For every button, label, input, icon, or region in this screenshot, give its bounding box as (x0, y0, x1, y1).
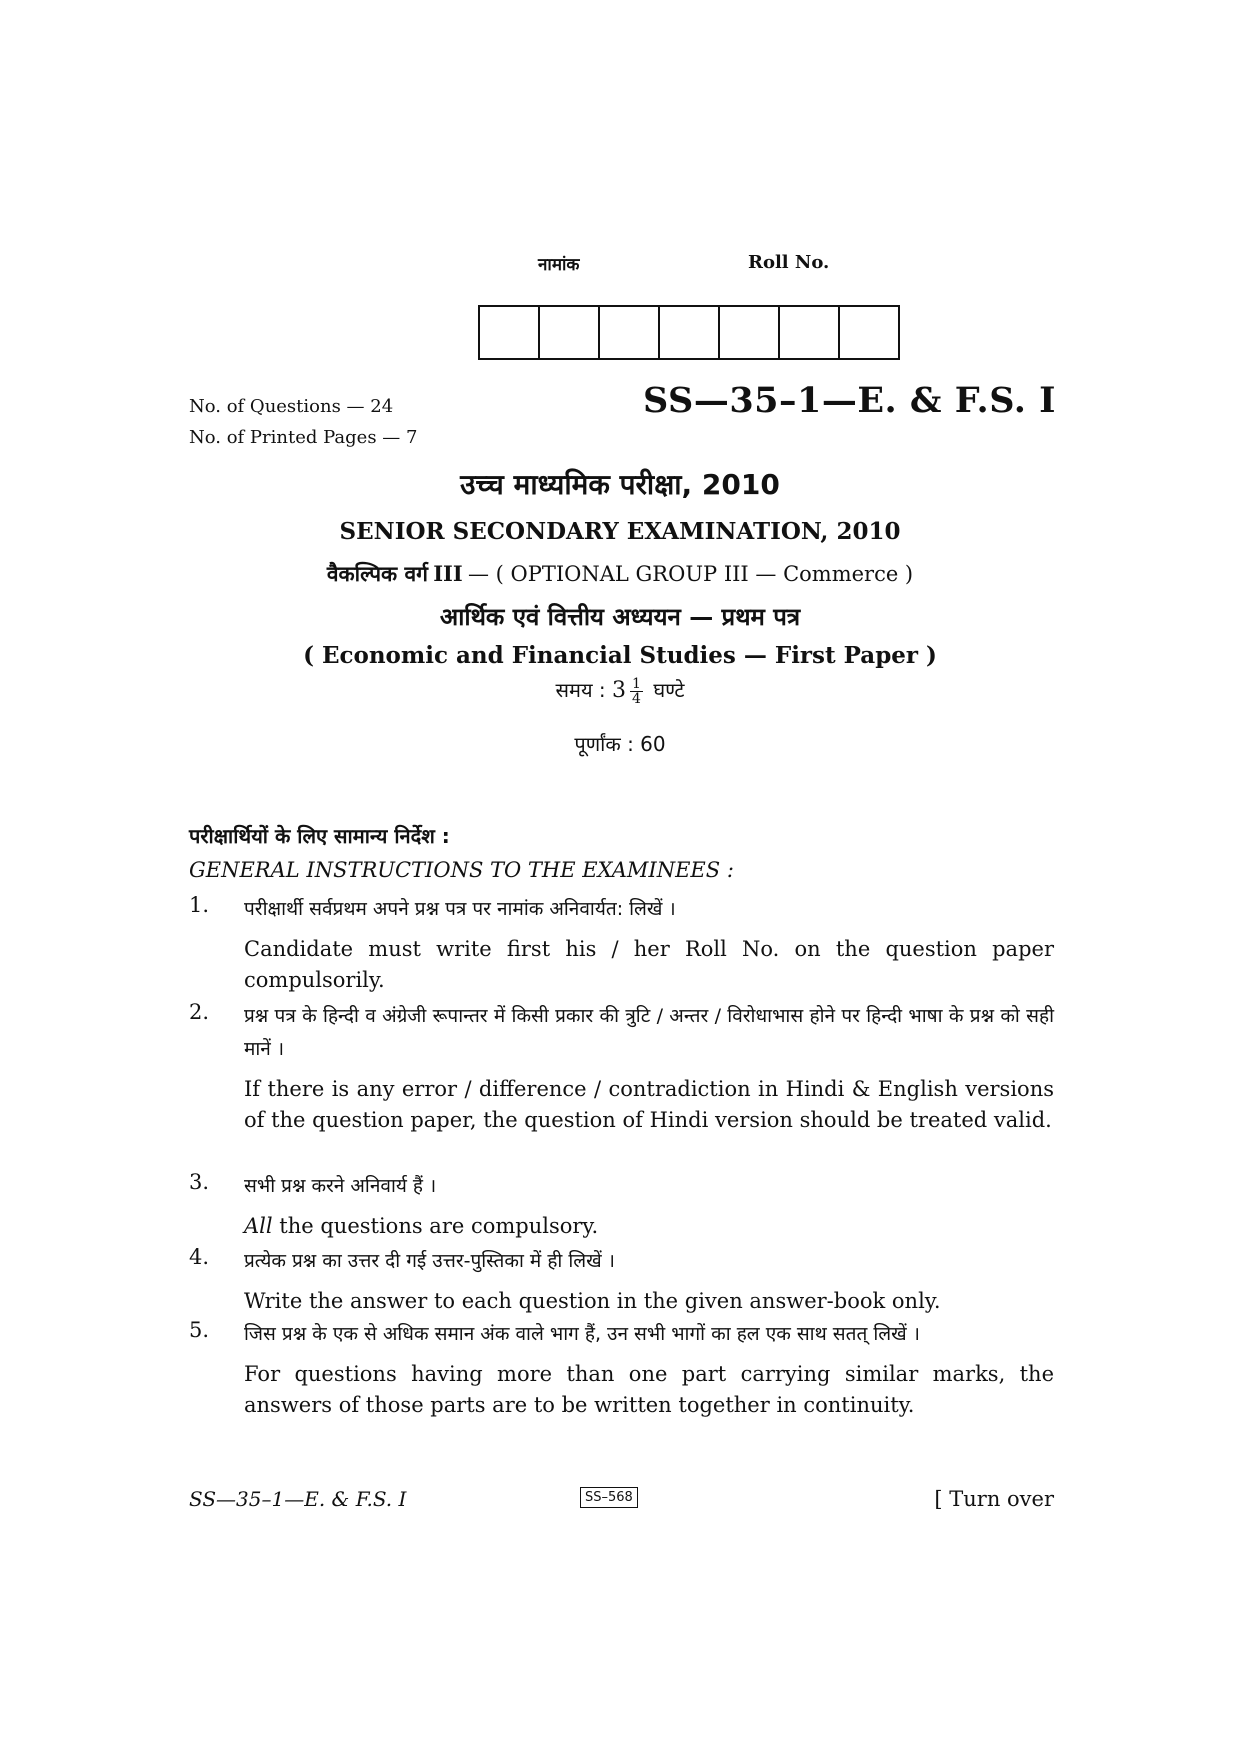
instruction-number: 2. (189, 1000, 210, 1024)
instruction-english: Write the answer to each question in the given answer-book only. (244, 1289, 941, 1313)
instruction-hindi: प्रत्येक प्रश्न का उत्तर दी गई उत्तर-पुस्तिका में ही लिखें । (244, 1250, 615, 1272)
instruction-number: 3. (189, 1170, 210, 1194)
time-fraction-numerator: 1 (632, 676, 641, 692)
time-fraction (630, 677, 643, 706)
exam-title-english: SENIOR SECONDARY EXAMINATION, 2010 (339, 518, 901, 545)
optional-group-number: III (433, 561, 463, 586)
instructions-heading-english: GENERAL INSTRUCTIONS TO THE EXAMINEES : (189, 858, 734, 882)
subject-title-english: ( Economic and Financial Studies — First Paper ) (303, 642, 937, 669)
footer-serial-code: SS–568 (580, 1487, 638, 1508)
optional-group-line (0, 560, 1240, 588)
instruction-item (189, 1170, 1054, 1242)
time-unit: घण्टे (653, 678, 685, 702)
instruction-english: For questions having more than one part carrying similar marks, the answers of those parts are to be written together in continuity. (244, 1362, 1054, 1417)
paper-code: SS—35–1—E. & F.S. I (643, 380, 1056, 421)
time-fraction-denominator: 4 (632, 691, 641, 707)
instruction-english: Candidate must write first his / her Roll No. on the question paper compulsorily. (244, 937, 1054, 992)
time-allowed (0, 676, 1240, 706)
time-label: समय : (555, 678, 606, 702)
number-of-pages: No. of Printed Pages — 7 (189, 427, 418, 448)
roll-digit-box[interactable] (600, 307, 660, 358)
roll-digit-box[interactable] (660, 307, 720, 358)
instruction-item (189, 1245, 1054, 1317)
roll-digit-box[interactable] (540, 307, 600, 358)
roll-number-labels (478, 252, 898, 282)
number-of-questions: No. of Questions — 24 (189, 396, 394, 417)
instruction-number: 1. (189, 893, 210, 917)
instruction-english-text: the questions are compulsory. (272, 1214, 599, 1238)
roll-number-boxes (478, 305, 900, 360)
instruction-hindi: सभी प्रश्न करने अनिवार्य हैं । (244, 1175, 437, 1197)
instruction-hindi: प्रश्न पत्र के हिन्दी व अंग्रेजी रूपान्तर में किसी प्रकार की त्रुटि / अन्तर / विरोधाभास होने पर हिन्दी भाषा के प्रश्न को सही मानें । (244, 1005, 1054, 1060)
instruction-hindi: परीक्षार्थी सर्वप्रथम अपने प्रश्न पत्र पर नामांक अनिवार्यत: लिखें । (244, 898, 676, 920)
instruction-hindi: जिस प्रश्न के एक से अधिक समान अंक वाले भाग हैं, उन सभी भागों का हल एक साथ सतत् लिखें । (244, 1323, 920, 1345)
exam-title-hindi: उच्च माध्यमिक परीक्षा, 2010 (460, 468, 780, 501)
optional-group-english: — ( OPTIONAL GROUP III — Commerce ) (467, 562, 914, 586)
instruction-number: 5. (189, 1318, 210, 1342)
roll-label-english: Roll No. (748, 252, 830, 273)
footer-paper-code: SS—35–1—E. & F.S. I (189, 1487, 407, 1511)
roll-digit-box[interactable] (780, 307, 840, 358)
instruction-item (189, 893, 1054, 996)
roll-label-hindi: नामांक (538, 255, 580, 275)
optional-group-hindi: वैकल्पिक वर्ग (326, 562, 428, 586)
instruction-item (189, 1000, 1054, 1136)
instruction-number: 4. (189, 1245, 210, 1269)
time-whole: 3 (612, 678, 627, 703)
turn-over-note: [ Turn over (934, 1487, 1054, 1511)
full-marks: पूर्णांक : 60 (574, 732, 666, 756)
instruction-item (189, 1318, 1054, 1421)
instructions-heading-hindi: परीक्षार्थियों के लिए सामान्य निर्देश : (189, 824, 450, 848)
roll-digit-box[interactable] (480, 307, 540, 358)
instruction-emphasis: All (244, 1214, 273, 1238)
roll-digit-box[interactable] (840, 307, 898, 358)
roll-digit-box[interactable] (720, 307, 780, 358)
instruction-english (244, 1211, 1054, 1242)
subject-title-hindi: आर्थिक एवं वित्तीय अध्ययन — प्रथम पत्र (439, 603, 801, 631)
instruction-english: If there is any error / difference / contradiction in Hindi & English versions of the question paper, the question of Hindi version should be treated valid. (244, 1077, 1054, 1132)
